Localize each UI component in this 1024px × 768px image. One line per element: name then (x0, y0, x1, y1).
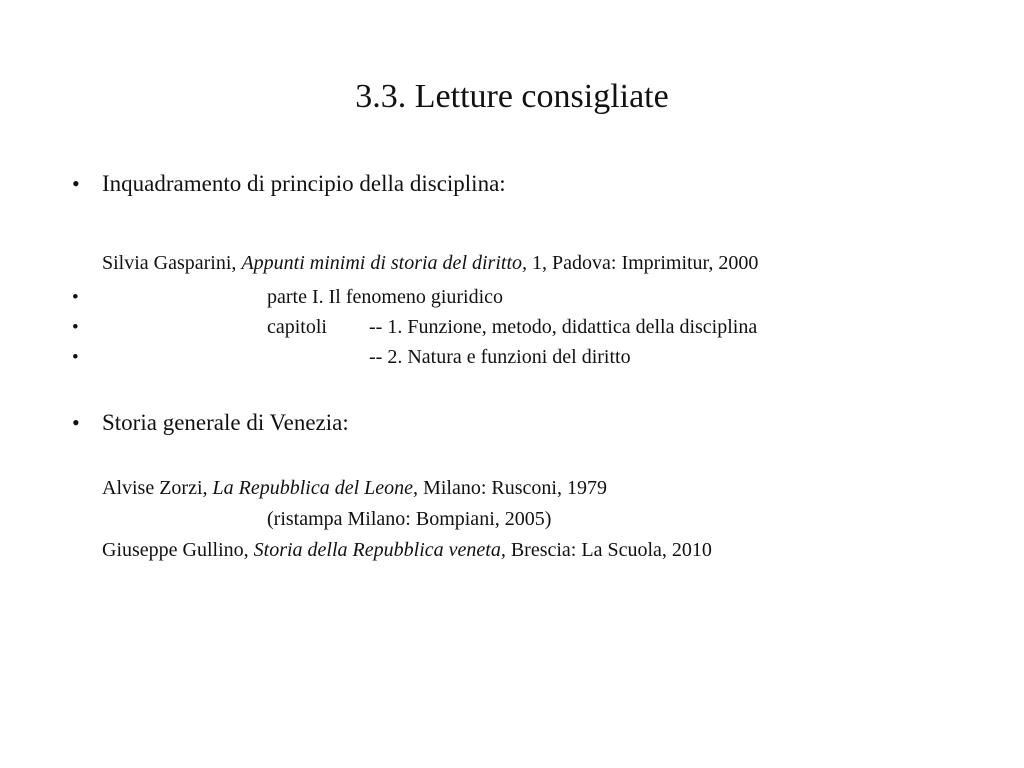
slide-title: 3.3. Letture consigliate (355, 78, 669, 115)
sub-item-chapter-2: -- 2. Natura e funzioni del diritto (369, 346, 631, 368)
reference-book-title: Appunti minimi di storia del diritto, (241, 252, 528, 274)
reference-author: Giuseppe Gullino, (102, 539, 254, 561)
section-heading-principles: Inquadramento di principio della disciplina: (102, 171, 506, 196)
reference-gullino (102, 540, 712, 560)
reference-author: Silvia Gasparini, (102, 252, 242, 274)
reference-book-title: Storia della Repubblica veneta, (253, 539, 506, 561)
reference-details: Brescia: La Scuola, 2010 (505, 539, 712, 561)
reprint-note: (ristampa Milano: Bompiani, 2005) (267, 508, 552, 530)
sub-item-chapters-label: capitoli (267, 316, 327, 338)
reference-details: 1, Padova: Imprimitur, 2000 (527, 252, 759, 274)
reference-book-title: La Repubblica del Leone, (212, 477, 419, 499)
bullet-icon: • (72, 317, 79, 338)
reference-details: Milano: Rusconi, 1979 (418, 477, 607, 499)
sub-item-part: parte I. Il fenomeno giuridico (267, 286, 504, 308)
bullet-icon: • (72, 171, 80, 196)
bullet-icon: • (72, 410, 80, 435)
sub-item-chapter-1: -- 1. Funzione, metodo, didattica della disciplina (369, 316, 758, 338)
reference-author: Alvise Zorzi, (102, 477, 213, 499)
reference-gasparini (102, 253, 758, 273)
reference-zorzi (102, 478, 607, 498)
section-heading-venice: Storia generale di Venezia: (102, 410, 349, 435)
bullet-icon: • (72, 287, 79, 308)
bullet-icon: • (72, 347, 79, 368)
